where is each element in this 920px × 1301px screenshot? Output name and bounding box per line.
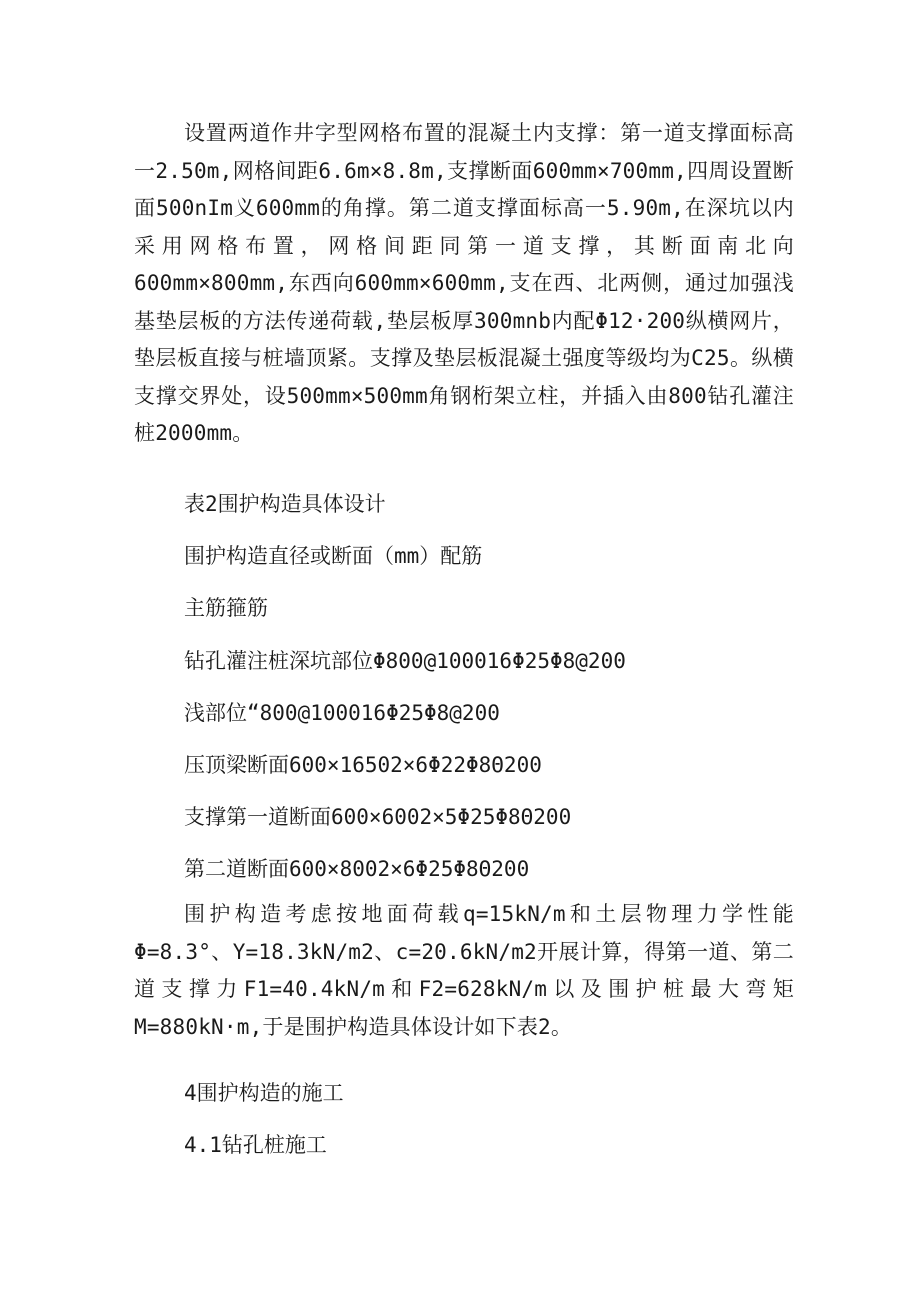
- subsection-heading: 4.1钻孔桩施工: [184, 1133, 327, 1157]
- paragraph-load-calculation: 围护构造考虑按地面荷载q=15kN/m和土层物理力学性能Φ=8.3°、Y=18.3kN/m2、c=20.6kN/m2开展计算，得第一道、第二道支撑力F1=40.4kN/m和F2=628kN/m以及围护桩最大弯矩M=880kN·m,于是围护构造具体设计如下表2。: [134, 902, 794, 1039]
- table-row-first-support: 支撑第一道断面600×6002×5Φ25Φ8Θ200: [184, 805, 572, 829]
- section-heading: 4围护构造的施工: [184, 1081, 344, 1105]
- table-subheader-line: 主筋箍筋: [184, 596, 268, 620]
- paragraph-support-design: 设置两道作井字型网格布置的混凝土内支撑：第一道支撑面标高一2.50m,网格间距6.6m×8.8m,支撑断面600mm×700mm,四周设置断面500nIm义600mm的角撑。第二道支撑面标高一5.90m,在深坑以内采用网格布置，网格间距同第一道支撑，其断面南北向600mm×800mm,东西向600mm×600mm,支在西、北两侧，通过加强浅基垫层板的方法传递荷载,垫层板厚300mnb内配Φ12·200纵横网片，垫层板直接与桩墙顶紧。支撑及垫层板混凝土强度等级均为C25。纵横支撑交界处，设500mm×500mm角钢桁架立柱，并插入由800钻孔灌注桩2000mm。: [134, 121, 794, 445]
- table-row-pile-shallow: 浅部位“800@100016Φ25Φ8@200: [184, 701, 500, 725]
- table-row-pile-deep: 钻孔灌注桩深坑部位Φ800@100016Φ25Φ8@200: [184, 649, 626, 673]
- table-row-second-support: 第二道断面600×8002×6Φ25Φ8Θ200: [184, 857, 530, 881]
- table-header-line: 围护构造直径或断面（mm）配筋: [184, 544, 483, 568]
- table-caption: 表2围护构造具体设计: [184, 492, 386, 516]
- table-row-crown-beam: 压顶梁断面600×16502×6Φ22Φ8Θ200: [184, 753, 542, 777]
